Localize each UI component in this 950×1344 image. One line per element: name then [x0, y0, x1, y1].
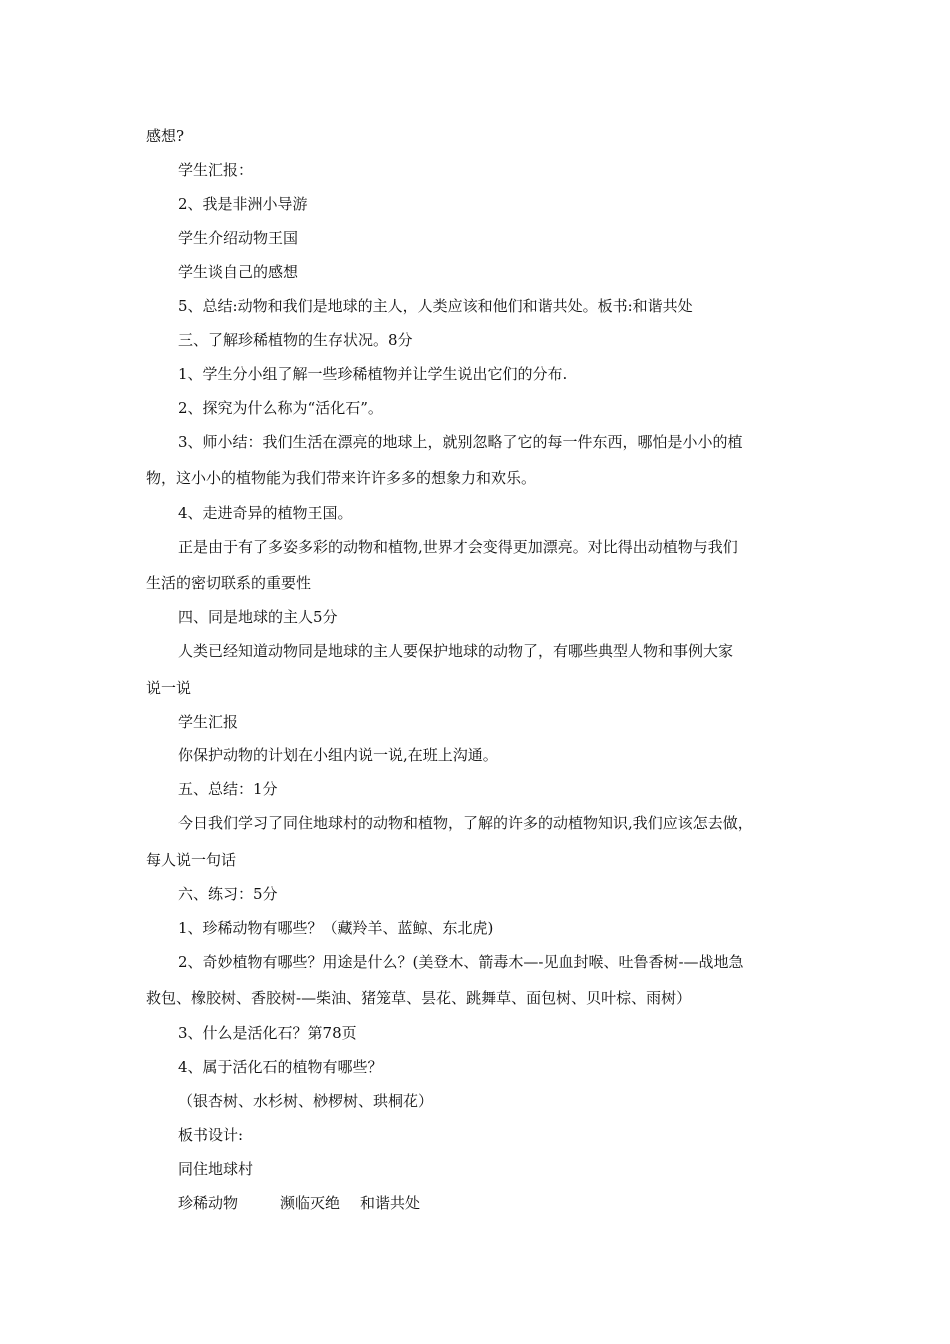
board-item: 濒临灭绝: [280, 1194, 341, 1212]
text-line: 2、我是非洲小导游: [178, 195, 308, 213]
board-item: 和谐共处: [360, 1194, 421, 1212]
text-line: 4、走进奇异的植物王国。: [178, 504, 353, 522]
text-line: 4、属于活化石的植物有哪些？: [178, 1058, 383, 1076]
text-line: 说一说: [146, 679, 192, 697]
text-line: 3、什么是活化石？第78页: [178, 1024, 357, 1042]
text-line: （银杏树、水杉树、桫椤树、珙桐花）: [178, 1092, 434, 1110]
section-heading: 四、同是地球的主人5分: [178, 608, 338, 626]
text-line: 学生介绍动物王国: [178, 229, 299, 247]
section-heading: 六、练习：5分: [178, 885, 278, 903]
text-line: 救包、橡胶树、香胶树-—柴油、猪笼草、昙花、跳舞草、面包树、贝叶棕、雨树）: [146, 989, 692, 1007]
section-heading: 三、了解珍稀植物的生存状况。8分: [178, 331, 413, 349]
text-line: 学生汇报：: [178, 161, 254, 179]
board-item: 珍稀动物: [178, 1194, 239, 1212]
text-line: 你保护动物的计划在小组内说一说,在班上沟通。: [178, 746, 498, 764]
text-line: 2、奇妙植物有哪些？用途是什么？(美登木、箭毒木—-见血封喉、吐鲁香树-—战地急: [178, 953, 744, 971]
text-line: 每人说一句话: [146, 851, 237, 869]
text-line: 物，这小小的植物能为我们带来许许多多的想象力和欢乐。: [146, 469, 537, 487]
text-line: 学生汇报: [178, 713, 239, 731]
text-line: 学生谈自己的感想: [178, 263, 299, 281]
text-line: 人类已经知道动物同是地球的主人要保护地球的动物了，有哪些典型人物和事例大家: [178, 642, 734, 660]
text-line: 今日我们学习了同住地球村的动物和植物，了解的许多的动植物知识,我们应该怎去做，: [178, 814, 753, 832]
text-line: 5、总结:动物和我们是地球的主人，人类应该和他们和谐共处。板书:和谐共处: [178, 297, 693, 315]
text-line: 3、师小结：我们生活在漂亮的地球上，就别忽略了它的每一件东西，哪怕是小小的植: [178, 433, 743, 451]
text-line: 2、探究为什么称为“活化石”。: [178, 399, 383, 417]
text-line: 1、珍稀动物有哪些？（藏羚羊、蓝鲸、东北虎): [178, 919, 494, 937]
text-line: 感想?: [146, 127, 185, 145]
text-line: 正是由于有了多姿多彩的动物和植物,世界才会变得更加漂亮。对比得出动植物与我们: [178, 538, 738, 556]
text-line: 板书设计:: [178, 1126, 244, 1144]
text-line: 生活的密切联系的重要性: [146, 574, 312, 592]
text-line: 同住地球村: [178, 1160, 254, 1178]
text-line: 1、学生分小组了解一些珍稀植物并让学生说出它们的分布.: [178, 365, 568, 383]
board-design-row: [178, 1193, 420, 1213]
section-heading: 五、总结：1分: [178, 780, 278, 798]
